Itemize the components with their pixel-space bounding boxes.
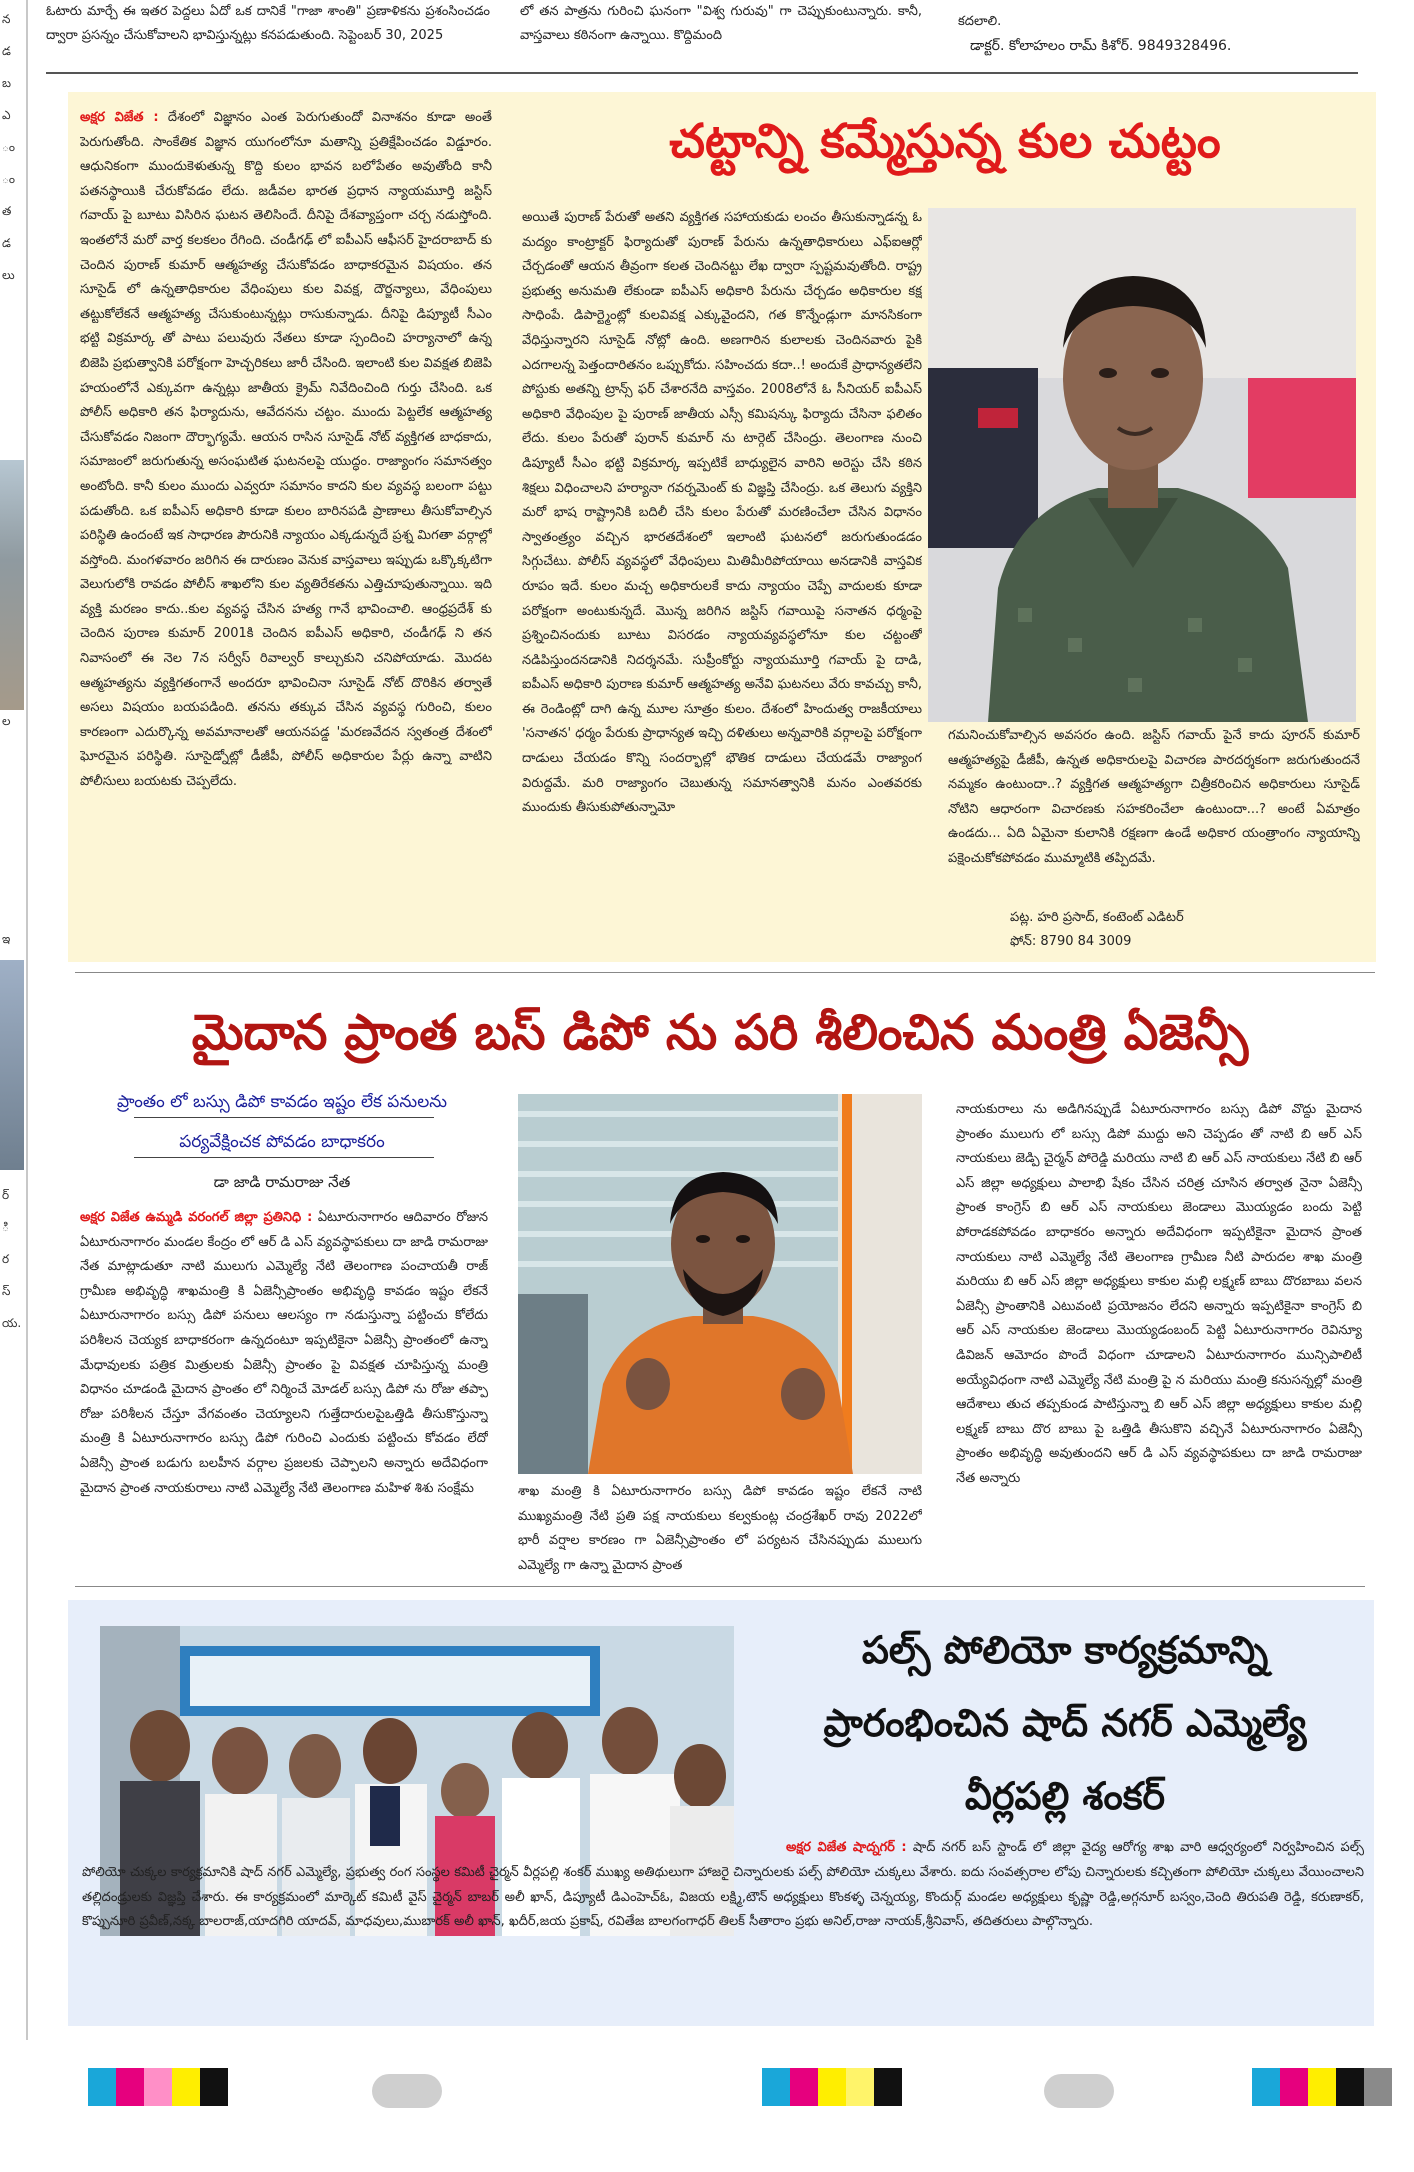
magenta-swatch [1280,2068,1308,2106]
yellow-swatch [172,2068,200,2106]
divider [75,1586,1365,1587]
top-article-col2: లో తన పాత్రను గురించి ఘనంగా "విశ్వ గురువు" గా చెప్పుకుంటున్నారు. కానీ, వాస్తవాలు కఠినంగా ఉన్నాయి. కొద్దిమంది [520,4,922,43]
article1-col2: అయితే పురాణ్ పేరుతో అతని వ్యక్తిగత సహాయకుడు లంచం తీసుకున్నాడన్న ఓ మద్యం కాంట్రాక్టర్ ఫిర్యాదుతో పురాణ్ పేరును ఉన్నతాధికారులు ఎఫ్ఐఆర్లో చేర్చడంతో ఆయన తీవ్రంగా కలత చెందినట్టు లేఖ ద్వారా స్పష్టమవుతోంది. రాష్ట్ర ప్రభుత్వ అనుమతి లేకుండా ఐపీఎస్ అధికారి పేరును చేర్చడం అధికారుల కక్ష సాధింపే. డిపార్ట్మెంట్లో కులవివక్ష ఎక్కువైందని, గత కొన్నేండ్లుగా మానసికంగా వేధిస్తున్నారని సూసైడ్ నోట్లో ఉంది. అణగారిన కులాలకు చెందినవారు పైకి ఎదగాలన్న పెత్తందారితనం ఒప్పుకోదు. సహించదు కదా..! అందుకే ప్రాధాన్యతలేని పోస్టుకు అతన్ని ట్రాన్స్ ఫర్ చేశారనేది వాస్తవం. 2008లోనే ఓ సీనియర్ ఐపీఎస్ అధికారి వేధింపుల పై పురాణ్ జాతీయ ఎస్సీ కమిషన్కు ఫిర్యాదు చేసినా ఫలితం లేదు. కులం పేరుతో పురాన్ కుమార్ ను టార్గెట్ చేసింద్రు. తెలంగాణ నుంచి డిప్యూటీ సీఎం భట్టి విక్రమార్క ఇప్పటికే బాధ్యులైన వారిని అరెస్టు చేసి కఠిన శిక్షలు విధించాలని హర్యానా గవర్నమెంట్ కు విజ్ఞప్తి చేసింద్రు. ఒక తెలుగు వ్యక్తిని మరో భాష రాష్ట్రానికి బదిలీ చేసి కులం పేరుతో మరణించేలా చేసిన విధానం స్వాతంత్ర్యం వచ్చిన భారతదేశంలో ఇలాంటి ఘటనలో జరుగుతుండడం సిగ్గుచేటు. పోలీస్ వ్యవస్థలో వేధింపులు మితిమీరిపోయాయి అనడానికి వాస్తవిక రూపం ఇదే. కులం మచ్చ అధికారులకే కాదు న్యాయం చెప్పే వాదులకు కూడా పరోక్షంగా అంటుకున్నదే. మొన్న జరిగిన జస్టిస్ గవాయిపై సనాతన ధర్మంపై ప్రశ్నించినందుకు బూటు విసరడం న్యాయవ్యవస్థలోనూ కుల చట్టంతో నడిపిస్తుందనడానికి నిదర్శనమే. సుప్రీంకోర్టు న్యాయమూర్తి గవాయ్ పై దాడి, ఐపీఎస్ అధికారి పురాణ కుమార్ ఆత్మహత్య అనేవి ఘటనలు వేరు కావచ్చు కానీ, ఈ రెండింట్లో దాగి ఉన్న మూల సూత్రం కులం. దేశంలో హిందుత్వ రాజకీయాలు 'సనాతన' ధర్మం పేరుకు ప్రాధాన్యత ఇచ్చి దళితులు అన్నవారికి వర్గాలపై పరోక్షంగా దాడులు చేయడం కొన్ని సందర్భాల్లో భౌతిక దాడులు చేయడమే రాజ్యాంగ విరుద్దమే. మరి రాజ్యాంగం చెబుతున్న సమానత్వానికి మనం ఎంతవరకు ముందుకు తీసుకుపోతున్నామో [522,210,922,816]
article3-headline-line3: వీర్లపల్లి శంకర్ [964,1774,1166,1818]
magenta-swatch [790,2068,818,2106]
cyan-swatch [762,2068,790,2106]
light-yellow-swatch [846,2068,874,2106]
cropped-letter: ఎ [2,108,11,122]
cropped-letter: స్ [2,1284,11,1298]
article3-headline-line1: పల్స్ పోలియో కార్యక్రమాన్ని [861,1628,1269,1672]
cropped-letter: ం [2,172,16,186]
article1-col3: గమనించుకోవాల్సిన అవసరం ఉంది. జస్టిస్ గవాయ్ పైనే కాదు పూరన్ కుమార్ ఆత్మహత్యపై డీజీపీ, ఉన్నత అధికారులపై విచారణ పారదర్శకంగా జరుగుతుందనే నమ్మకం ఉంటుందా..? వ్యక్తిగత ఆత్మహత్యగా చిత్రీకరించిన అధికారులు సూసైడ్ నోటిని ఆధారంగా విచారణకు సహకరించేలా ఉంటుందా...? అంటే ఏమాత్రం ఉండదు... ఏది ఏమైనా కులానికి రక్షణగా ఉండే అధికార యంత్రాంగం న్యాయాన్ని పక్షెంచుకోకపోవడం ముమ్మాటికి తప్పిదమే. [948,728,1360,866]
cropped-letter: ి [2,1220,9,1234]
cropped-letter: ర [2,1252,10,1266]
black-swatch [1336,2068,1364,2106]
registration-pill [372,2074,442,2108]
top-article-signature: డాక్టర్. కోలాహలం రామ్ కిశోర్. 9849328496. [970,38,1232,54]
cropped-letter: త [2,204,12,218]
article3-headline [770,1614,1360,1833]
cropped-letter: డ [2,44,11,58]
article2-headline: మైదాన ప్రాంత బస్ డిపో ను పరి శీలించిన మంత్రి ఏజెన్సీ [191,1004,1249,1061]
gray-swatch [1364,2068,1392,2106]
yellow-swatch [818,2068,846,2106]
cropped-letter: ఇ [2,932,11,946]
cropped-letter: న [2,12,11,26]
cropped-photo-2 [0,960,24,1170]
top-article-col1: ఓటారు మార్చే ఈ ఇతర పెద్దలు ఏదో ఒక దానికే "గాజా శాంతి" ప్రణాళికను ప్రశంసించడం ద్వారా ప్రసన్నం చేసుకోవాలని భావిస్తున్నట్లు కనపడుతుంది. సెప్టెంబర్ 30, 2025 [46,4,490,43]
cropped-letter: బ [2,76,12,90]
photo-puran-kumar [928,208,1356,722]
article1-col1 [80,106,492,956]
article3-dateline: అక్షర విజేత షాద్నగర్ : [786,1840,907,1855]
article3-body [82,1836,1364,2020]
black-swatch [874,2068,902,2106]
divider [46,72,1358,74]
article2-col1-text: ఏటూరునాగారం ఆదివారం రోజున ఏటూరునాగారం మండల కేంద్రం లో ఆర్ డి ఎస్ వ్యవస్థాపకులు దా జాడి రామరాజు నేత మాట్లాడుతూ నాటి ములుగు ఎమ్మెల్యే నేటి తెలంగాణ పంచాయతీ రాజ్ గ్రామీణ అభివృద్ధి శాఖమంత్రి కి ఏజెన్సీప్రాంతం అభివృద్ధి కావడం ఇష్టం లేకనే ఏటూరునాగారం బస్సు డిపో పనులు ఆలస్యం గా నడుస్తున్నా పట్టించు కోలేదు పరిశీలన చెయ్యక బాధాకరంగా ఉన్నదంటూ ఇప్పటికైనా ఏజెన్సీ ప్రాంతంలో ఉన్నా మేధావులకు పత్రిక మిత్రులకు ఏజెన్సీ ప్రాంతం పై వివక్షత చూపిస్తున్న మంత్రి విధానం చూడండి మైదాన ప్రాంతం లో నిర్మించే మోడల్ బస్సు డిపో ను రోజు తప్పా రోజు పరిశీలన చేస్తూ వేగవంతం చెయ్యాలని గుత్తేదారులపైఒత్తిడి తీసుకొస్తున్నా మంత్రి కి ఏటూరునాగారం బస్సు డిపో గురించి ఎందుకు పట్టించు కోవడం లేదో ఏజెన్సీ ప్రాంత బడుగు బలహీన వర్గాల ప్రజలకు చెప్పాలని అన్నారు అదేవిధంగా మైదాన ప్రాంత నాయకురాలు నాటి ఎమ్మెల్యే నేటి తెలంగాణ మహిళ శిశు సంక్షేమ [80,1210,488,1496]
divider [75,972,1375,973]
cropped-photo [0,460,24,710]
registration-pill [1044,2074,1114,2108]
cropped-letter: ం [2,140,16,154]
top-article-col3: కదలాలి. [958,14,1002,29]
underline [134,1117,434,1118]
printer-color-bars [80,2068,1400,2112]
left-cropped-column [0,0,28,2040]
magenta-swatch [116,2068,144,2106]
photo-ramaraju-svg [518,1094,922,1474]
article1-headline: చట్టాన్ని కమ్మేస్తున్న కుల చుట్టం [669,114,1221,169]
cyan-swatch [88,2068,116,2106]
article3-body-text: షాద్ నగర్ బస్ స్టాండ్ లో జిల్లా వైద్య ఆరోగ్య శాఖ వారి ఆధ్వర్యంలో నిర్వహించిన పల్స్ పోలియో చుక్కల కార్యక్రమానికి షాద్ నగర్ ఎమ్మెల్యే, ప్రభుత్వ రంగ సంస్థల కమిటీ చైర్మన్ వీర్లపల్లి శంకర్ ముఖ్య అతిథులుగా హాజరై చిన్నారులకు పల్స్ పోలియో చుక్కలు వేశారు. ఐదు సంవత్సరాల లోపు చిన్నారులకు కచ్చితంగా పోలియో చుక్కలు వేయించాలని తల్లిదండ్రులకు విజ్ఞప్తి చేశారు. ఈ కార్యక్రమంలో మార్కెట్ కమిటీ వైస్ చైర్మన్ బాబర్ అలీ ఖాన్, డిప్యూటీ డిఎంహెచ్ఓ, విజయ లక్ష్మి,టౌన్ అధ్యక్షులు కొంకళ్ళ చెన్నయ్య, కొందుర్గ్ మండల అధ్యక్షులు కృష్ణా రెడ్డి,అగ్గనూర్ బస్వం,చెంది తిరుపతి రెడ్డి, కరుణాకర్, కొప్పునూరి ప్రవీణ్,నక్క బాలరాజ్,యాదగిరి యాదవ్, మాధవులు,ముబారక్ అలీ ఖాన్, ఖదీర్,జయ ప్రకాష్, రవితేజ బాలగంగాధర్ తిలక్ సీతారాం ప్రభు అనిల్,రాజు నాయక్,శ్రీనివాస్, తదితరులు పాల్గొన్నారు. [82,1840,1364,1930]
photo-puran-kumar-svg [928,208,1356,722]
pink-swatch [144,2068,172,2106]
cropped-letter: ల [2,714,11,728]
article2-subhead-2: పర్యవేక్షించక పోవడం బాధాకరం [179,1132,385,1152]
cyan-swatch [1252,2068,1280,2106]
cropped-letter: ర్ [2,1188,10,1202]
cropped-letter: య. [2,1316,22,1330]
article2-subhead-author: డా జాడి రామరాజు నేత [213,1173,351,1191]
article2-dateline: అక్షర విజేత ఉమ్మడి వరంగల్ జిల్లా ప్రతినిధి : [80,1210,313,1225]
yellow-swatch [1308,2068,1336,2106]
article2-col2: శాఖ మంత్రి కి ఏటూరునాగారం బస్సు డిపో కావడం ఇష్టం లేకనే నాటి ముఖ్యమంత్రి నేటి ప్రతి పక్ష నాయకులు కల్వకుంట్ల చంద్రశేఖర్ రావు 2022లో భారీ వర్షాల కారణం గా ఏజెన్సీప్రాంతం లో పర్యటన చేసినప్పుడు ములుగు ఎమ్మెల్యే గా ఉన్నా మైదాన ప్రాంత [518,1484,922,1573]
article1-author: పట్ల. హరి ప్రసాద్, కంటెంట్ ఎడిటర్ [1010,910,1184,925]
cropped-letter: డ [2,236,11,250]
article1-dateline: అక్షర విజేత : [80,110,159,125]
article2-col3: నాయకురాలు ను అడిగినప్పుడే ఏటూరునాగారం బస్సు డిపో వొద్దు మైదాన ప్రాంతం ములుగు లో బస్సు డిపో ముద్దు అని చెప్పడం తో నాటి బి ఆర్ ఎస్ నాయకులు జెడ్పి చైర్మన్ పోరెడ్డి మరియు నాటి బి ఆర్ ఎస్ నాయకులు నేటి బి ఆర్ ఎస్ జిల్లా అధ్యక్షులు పాలాభి షేకం చేసిన చరిత్ర చూసిన తర్వాత నైనా ఏజెన్సీ ప్రాంత కాంగ్రెస్ బి ఆర్ ఎస్ నాయకులు జెండాలు మొయ్యడం బందు పెట్టి పోరాడకపోవడం బాధాకరం అన్నారు అదేవిధంగా ఇప్పటికైనా మైదాన ప్రాంత నాయకులు నాటి ఎమ్మెల్యే నేటి తెలంగాణ గ్రామీణ నీటి పారుదల శాఖ మంత్రి మరియు బి ఆర్ ఎస్ జిల్లా అధ్యక్షులు కాకుల మల్లి లక్ష్మణ్ బాబు దొరబాబు వలన ఏజెన్సీ ప్రాంతానికి ఎటువంటి ప్రయోజనం లేదని అన్నారు ఇప్పటికైనా కాంగ్రెస్ బి ఆర్ ఎస్ నాయకుల జెండాలు మొయ్యడంబంద్ పెట్టి ఏటూరునాగారం రెవిన్యూ డివిజన్ ఆమోదం పొందే విధంగా చూడాలని ఏటూరునాగారం మున్సిపాలిటీ అయ్యేవిధంగా నాటి ఎమ్మెల్యే నేటి మంత్రి పై న మరియు మంత్రి కనుసన్నల్లో మంత్రి ఆదేశాలు తుచ తప్పకుండ పాటిస్తున్నా బి ఆర్ ఎస్ జిల్లా అధ్యక్షులు కాకుల మల్లి లక్ష్మణ్ బాబు దొర బాబు పై ఒత్తిడి తీసుకొని వచ్చినే ఏటూరునాగారం ఏజెన్సీ ప్రాంతం అభివృద్ధి అవుతుందని ఆర్ డి ఎస్ వ్యవస్థాపకులు దా జాడి రామరాజు నేత అన్నారు [956,1102,1362,1486]
photo-minister-ramaraju [518,1094,922,1474]
article3-headline-line2: ప్రారంభించిన షాద్ నగర్ ఎమ్మెల్యే [823,1701,1307,1745]
article2-col1 [80,1206,488,1582]
underline [134,1157,434,1158]
cropped-letter: లు [2,268,15,282]
article2-subhead-1: ప్రాంతం లో బస్సు డిపో కావడం ఇష్టం లేక పనులను [116,1092,448,1112]
article1-phone: ఫోన్: 8790 84 3009 [1010,934,1132,949]
article1-col1-text: దేశంలో విజ్ఞానం ఎంత పెరుగుతుందో వినాశనం కూడా అంతే పెరుగుతోంది. సాంకేతిక విజ్ఞాన యుగంలోనూ మతాన్ని ప్రతిక్షేపించడం విడ్డూరం. ఆధునికంగా ముందుకెళుతున్న కొద్ది కులం భావన బలోపేతం అవుతోంది కానీ పతనస్థాయికి చేరుకోవడం లేదు. జడీవల భారత ప్రధాన న్యాయమూర్తి జస్టిస్ గవాయ్ పై బూటు విసిరిన ఘటన తెలిసిందే. దీనిపై దేశవ్యాప్తంగా చర్చ నడుస్తోంది. ఇంతలోనే మరో వార్త కలకలం రేగింది. చండీగఢ్ లో ఐపీఎస్ ఆఫీసర్ హైదరాబాద్ కు చెందిన పురాణ్ కుమార్ ఆత్మహత్య చేసుకోవడం బాధాకరమైన విషయం. తన సూసైడ్ లో ఉన్నతాధికారుల వేధింపులు కుల వివక్ష, దౌర్జన్యాలు, వేధింపులు తట్టుకోలేకనే ఆత్మహత్య చేసుకుంటున్నట్లు రాసుకున్నాడు. దీనిపై డిప్యూటీ సీఎం భట్టి విక్రమార్క తో పాటు పలువురు నేతలు కూడా స్పందించి హర్యానాలో ఉన్న బిజెపి ప్రభుత్వానికి పరోక్షంగా హెచ్చరికలు జారీ చేసింది. ఇలాంటి కుల వివక్షత బిజెపి హయంలోనే ఎక్కువగా ఉన్నట్లు జాతీయ క్రైమ్ నివేదించింది గుర్తు చేసింది. ఒక పోలీస్ అధికారి తన ఫిర్యాదును, ఆవేదనను చట్టం. ముందు పెట్టలేక ఆత్మహత్య చేసుకోవడం నిజంగా దౌర్భాగ్యమే. ఆయన రాసిన సూసైడ్ నోట్ వ్యక్తిగత బాధకాదు, సమాజంలో జరుగుతున్న అసంఘటిత ఘటనలపై యుద్ధం. రాజ్యాంగం సమానత్వం అంటోంది. కానీ కులం ముందు ఎవ్వరూ సమానం కాదని కుల వ్యవస్థ బలంగా పట్టు పడుతోంది. ఒక ఐపీఎస్ అధికారి కూడా కులం బారినపడి ప్రాణాలు తీసుకోవాల్సిన పరిస్థితి ఉందంటే ఇక సాధారణ పౌరునికి న్యాయం ఎక్కడున్నదే ప్రశ్న మిగతా వర్గాల్లో వస్తోంది. మంగళవారం జరిగిన ఈ దారుణం వెనుక వాస్తవాలు ఇప్పుడు ఒక్కొక్కటిగా వెలుగులోకి రావడం పోలీస్ శాఖలోని కుల వ్యతిరేకతను ఎత్తిచూపుతున్నాయి. ఇది వ్యక్తి మరణం కాదు..కుల వ్యవస్థ చేసిన హత్య గానే భావించాలి. ఆంధ్రప్రదేశ్ కు చెందిన పురాణ కుమార్ 2001కి చెందిన ఐపీఎస్ అధికారి, చండీగఢ్ ని తన నివాసంలో ఈ నెల 7న సర్వీస్ రివాల్వర్ కాల్చుకుని చనిపోయాడు. మొదట ఆత్మహత్యను వ్యక్తిగతంగానే అందరూ భావించినా సూసైడ్ నోట్ దొరికిన తర్వాతే అసలు విషయం బయపడింది. తనను తక్కువ చేసిన వ్యవస్థ గురించి, కులం కారణంగా ఎదుర్కొన్న అవమానాలతో ఆయనపడ్డ 'మరణవేదన స్వతంత్ర దేశంలో ఘోరమైన పరిస్థితి. సూసైడ్నోట్లో డీజీపీ, పోలీస్ అధికారుల పేర్లు ఉన్నా వాటిని పోలీసులు బయటకు చెప్పలేదు. [80,110,492,790]
black-swatch [200,2068,228,2106]
